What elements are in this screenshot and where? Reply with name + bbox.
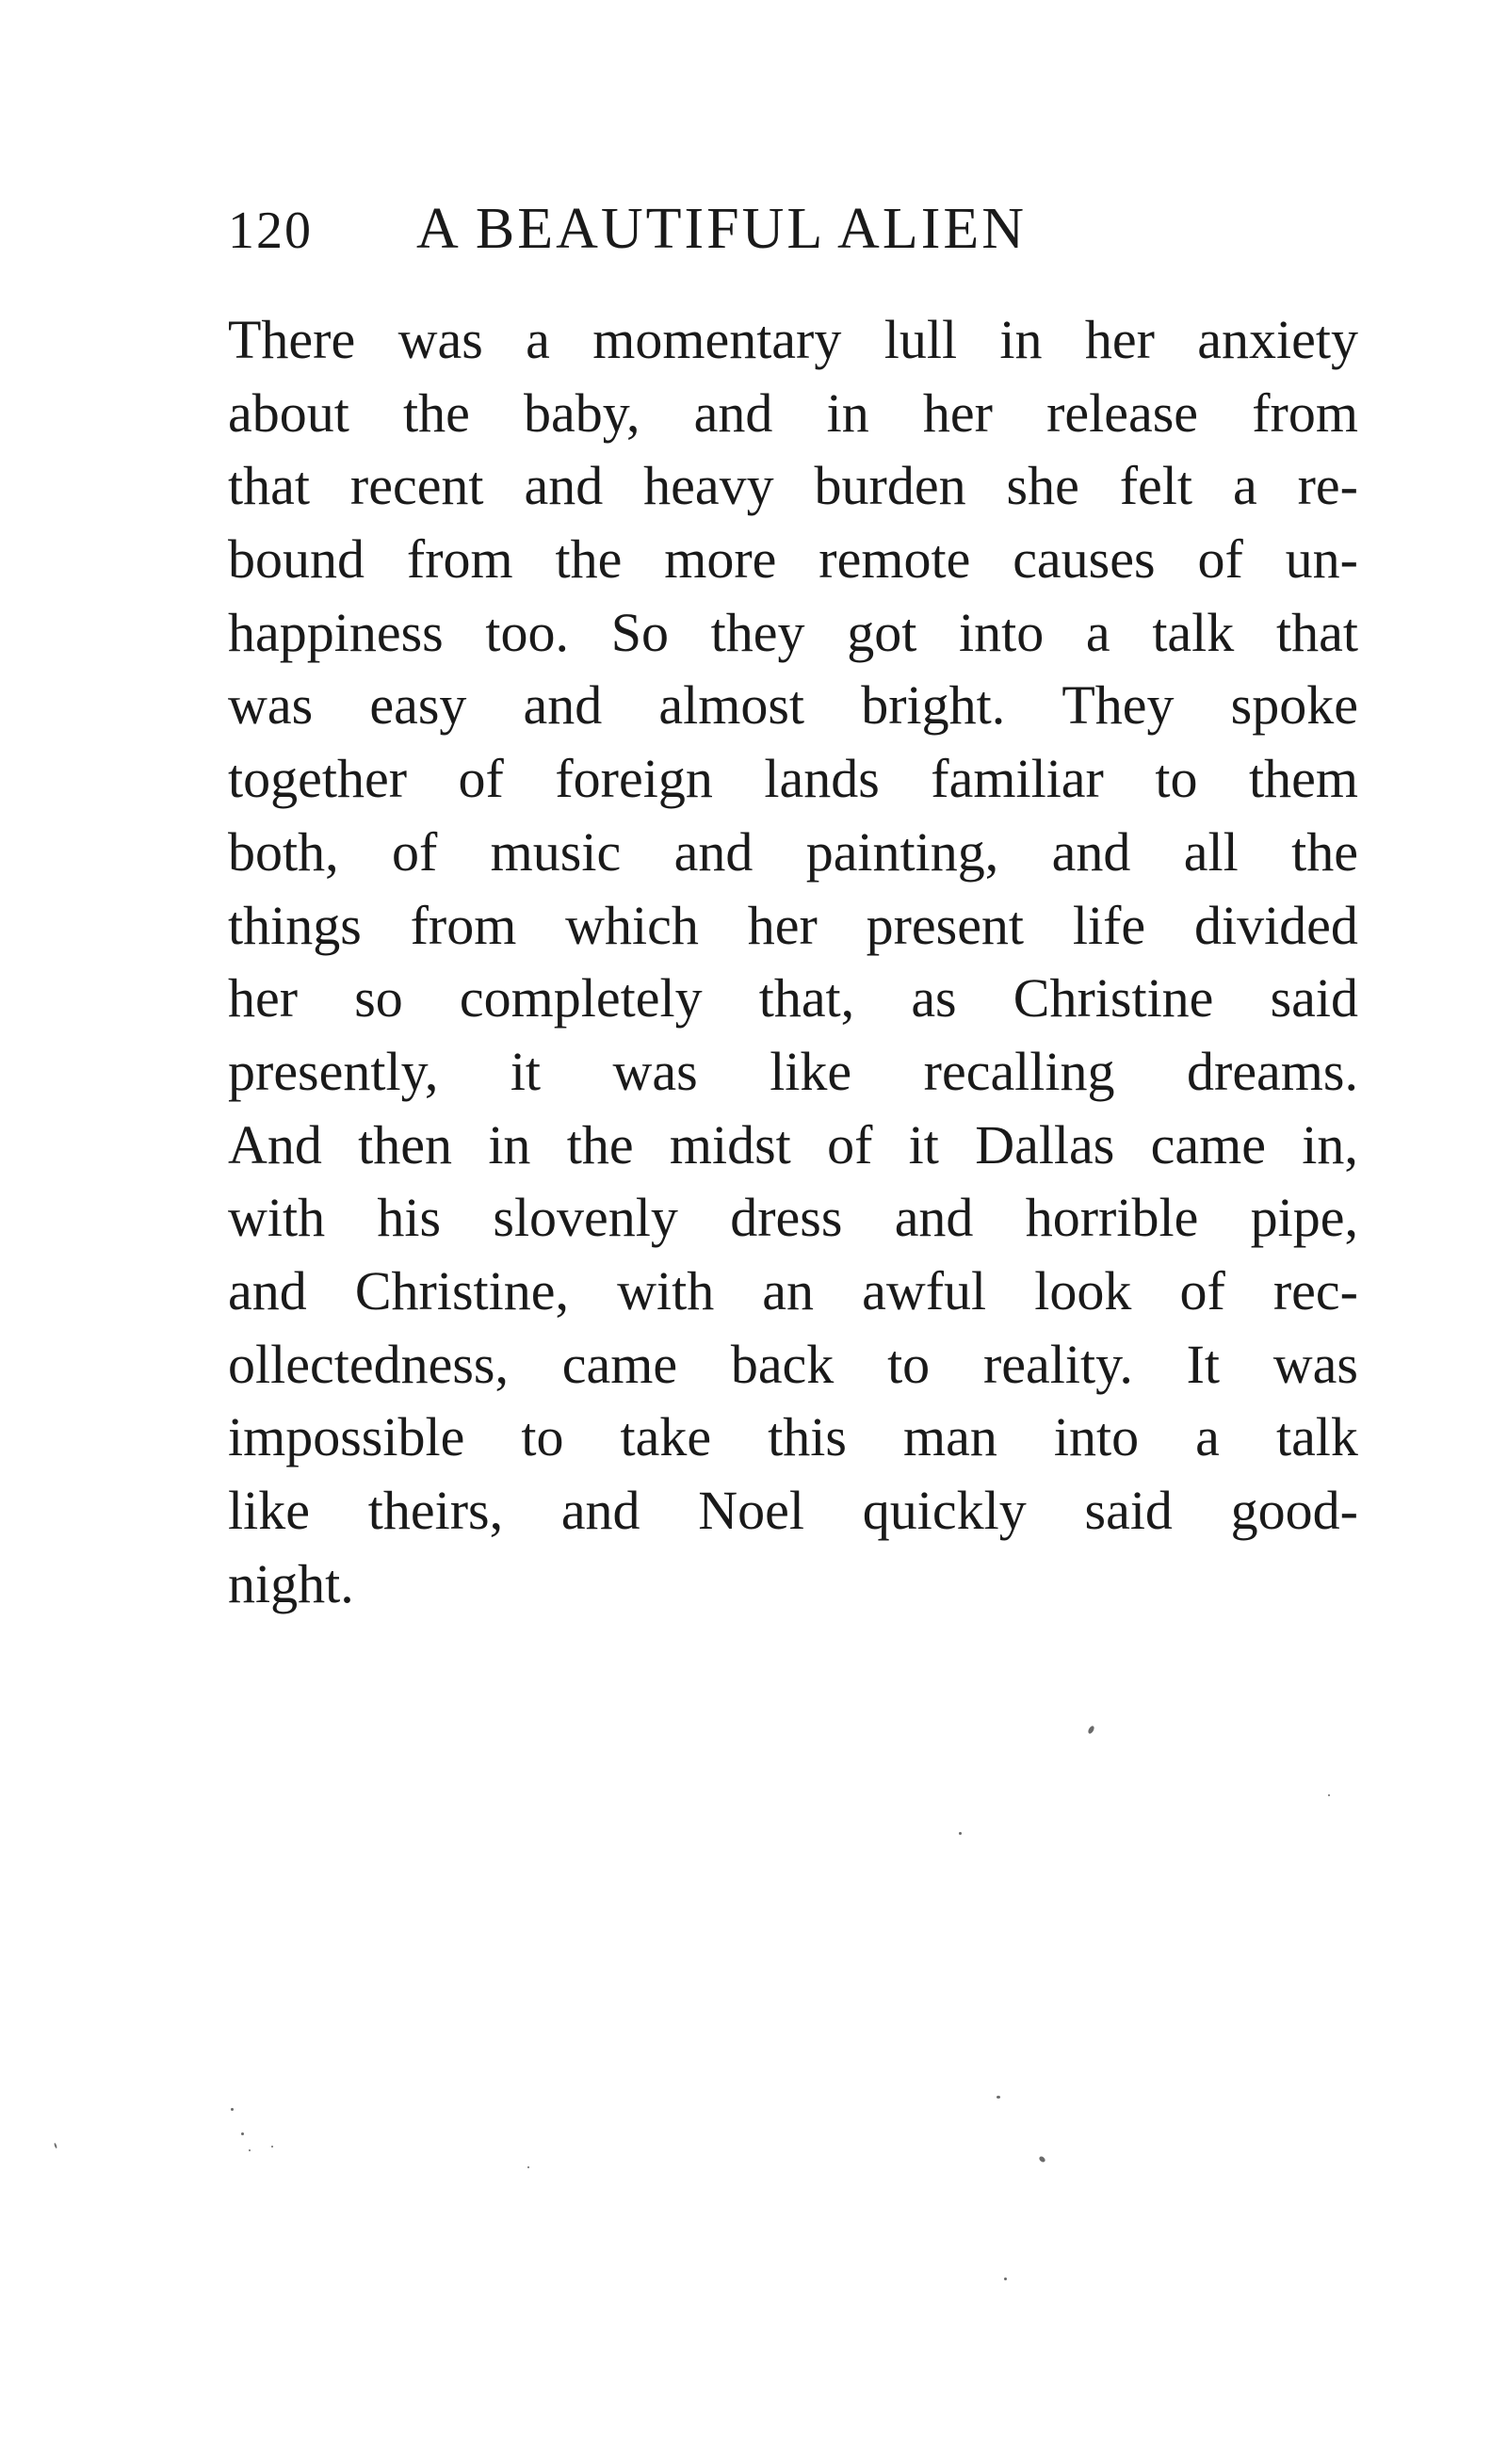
word: the (1291, 820, 1358, 883)
word: like (770, 1040, 852, 1102)
word: night. (228, 1552, 354, 1614)
scan-speck (1038, 2155, 1046, 2163)
word: a (526, 309, 550, 370)
word: look (1034, 1259, 1132, 1321)
word: them (1249, 748, 1358, 810)
word: So (610, 601, 669, 663)
word: re- (1297, 455, 1358, 517)
text-line (228, 962, 1358, 1035)
word: got (847, 601, 917, 663)
word: and (524, 455, 604, 517)
word: together (228, 748, 408, 810)
word: baby, (524, 381, 640, 444)
word: that (1275, 601, 1358, 663)
word: completely (459, 967, 703, 1029)
scan-speck (54, 2143, 57, 2148)
text-line (228, 377, 1358, 450)
word: lands (764, 748, 880, 810)
word: came (1150, 1113, 1266, 1175)
word: from (1252, 381, 1358, 444)
word: a (1195, 1406, 1220, 1468)
word: impossible (228, 1406, 465, 1468)
word: dreams. (1187, 1040, 1358, 1102)
word: to (887, 1333, 931, 1395)
word: with (228, 1187, 326, 1249)
word: that (228, 455, 310, 517)
word: to (1155, 748, 1198, 810)
word: Christine (1013, 967, 1214, 1029)
text-line (228, 889, 1358, 963)
word: too. (485, 601, 570, 663)
page-number: 120 (228, 202, 313, 260)
word: almost (658, 674, 805, 737)
text-line (228, 449, 1358, 523)
word: about (228, 381, 349, 444)
word: in, (1302, 1113, 1358, 1175)
word: her (922, 381, 993, 444)
word: of (1197, 528, 1243, 591)
text-line (228, 1474, 1358, 1548)
word: in (488, 1113, 531, 1175)
word: Noel (698, 1480, 805, 1541)
word: and (693, 381, 773, 444)
word: divided (1193, 894, 1358, 956)
word: and (523, 674, 603, 737)
word: so (354, 967, 403, 1029)
word: dress (730, 1187, 843, 1249)
word: back (730, 1333, 835, 1395)
word: the (403, 381, 470, 444)
text-line (228, 1181, 1358, 1255)
word: they (710, 601, 805, 663)
word: she (1006, 455, 1079, 517)
word: talk (1152, 601, 1235, 663)
word: a (1232, 455, 1257, 517)
word: and (228, 1259, 307, 1321)
text-line (228, 1548, 1358, 1621)
text-line (228, 1328, 1358, 1402)
text-line (228, 523, 1358, 596)
word: in (999, 309, 1043, 370)
word: midst (669, 1113, 791, 1175)
word: the (555, 528, 623, 591)
word: from (406, 528, 513, 591)
word: happiness (228, 601, 444, 663)
word: was (397, 309, 483, 370)
word: then (358, 1113, 453, 1175)
word: her (1084, 309, 1155, 370)
word: and (1051, 820, 1131, 883)
word: present (866, 894, 1025, 956)
word: bound (228, 528, 365, 591)
word: un- (1285, 528, 1358, 591)
scan-speck (271, 2146, 273, 2148)
word: her (747, 894, 818, 956)
word: in (826, 381, 869, 444)
word: his (377, 1187, 442, 1249)
word: the (566, 1113, 634, 1175)
word: an (762, 1259, 815, 1321)
text-line (228, 1255, 1358, 1328)
scan-speck (249, 2149, 251, 2151)
word: of (458, 748, 504, 810)
word: Dallas (975, 1113, 1115, 1175)
word: spoke (1230, 674, 1358, 737)
word: It (1186, 1333, 1221, 1395)
word: familiar (931, 748, 1104, 810)
word: to (521, 1406, 564, 1468)
word: pipe, (1250, 1187, 1358, 1249)
word: They (1062, 674, 1175, 737)
scan-speck (231, 2108, 234, 2111)
word: a (1085, 601, 1110, 663)
scan-speck (997, 2096, 1000, 2099)
word: all (1183, 820, 1239, 883)
word: man (903, 1406, 997, 1468)
word: this (768, 1406, 847, 1468)
word: remote (818, 528, 971, 591)
body-text (228, 303, 1358, 1620)
word: recent (349, 455, 484, 517)
word: anxiety (1197, 309, 1358, 370)
word: and (673, 820, 754, 883)
scan-speck (1087, 1725, 1095, 1734)
word: came (561, 1333, 678, 1395)
word: from (410, 894, 517, 956)
scan-speck (527, 2166, 529, 2168)
word: release (1046, 381, 1199, 444)
word: that, (758, 967, 855, 1029)
word: of (391, 820, 438, 883)
word: Christine, (354, 1259, 569, 1321)
word: it (510, 1040, 542, 1102)
word: momentary (592, 309, 842, 370)
word: like (228, 1480, 310, 1541)
text-line (228, 742, 1358, 816)
word: bright. (861, 674, 1006, 737)
text-line (228, 1035, 1358, 1109)
word: presently, (228, 1040, 439, 1102)
scan-speck (1328, 1794, 1330, 1796)
word: horrible (1025, 1187, 1199, 1249)
word: both, (228, 820, 339, 883)
word: painting, (805, 820, 999, 883)
scan-speck (959, 1832, 962, 1835)
text-line (228, 1109, 1358, 1182)
word: of (827, 1113, 873, 1175)
running-title: A BEAUTIFUL ALIEN (416, 197, 1027, 261)
word: was (612, 1040, 698, 1102)
word: burden (814, 455, 966, 517)
text-line (228, 669, 1358, 742)
word: her (228, 967, 299, 1029)
word: good- (1230, 1480, 1358, 1541)
word: said (1270, 967, 1358, 1029)
word: felt (1119, 455, 1193, 517)
word: as (911, 967, 957, 1029)
word: heavy (643, 455, 774, 517)
word: with (617, 1259, 715, 1321)
text-line (228, 816, 1358, 889)
word: life (1072, 894, 1146, 956)
word: slovenly (493, 1187, 678, 1249)
word: was (1272, 1333, 1358, 1395)
word: foreign (555, 748, 713, 810)
word: There (228, 309, 356, 370)
running-head (228, 196, 1170, 262)
word: music (490, 820, 622, 883)
word: and (894, 1187, 974, 1249)
word: things (228, 894, 362, 956)
scan-speck (1004, 2278, 1007, 2280)
word: theirs, (367, 1480, 504, 1541)
text-line (228, 596, 1358, 670)
word: of (1179, 1259, 1225, 1321)
text-line (228, 1401, 1358, 1474)
word: was (228, 674, 314, 737)
word: ollectedness, (228, 1333, 509, 1395)
word: awful (862, 1259, 987, 1321)
word: said (1084, 1480, 1173, 1541)
word: take (620, 1406, 712, 1468)
word: reality. (982, 1333, 1133, 1395)
word: more (664, 528, 777, 591)
word: talk (1275, 1406, 1358, 1468)
word: which (565, 894, 699, 956)
word: it (908, 1113, 939, 1175)
word: quickly (862, 1480, 1027, 1541)
word: rec- (1272, 1259, 1358, 1321)
word: And (228, 1113, 322, 1175)
word: easy (369, 674, 467, 737)
word: causes (1013, 528, 1156, 591)
text-line (228, 303, 1358, 377)
word: into (958, 601, 1045, 663)
word: and (560, 1480, 640, 1541)
word: lull (883, 309, 958, 370)
scan-speck (241, 2132, 244, 2135)
word: into (1053, 1406, 1140, 1468)
word: recalling (923, 1040, 1115, 1102)
